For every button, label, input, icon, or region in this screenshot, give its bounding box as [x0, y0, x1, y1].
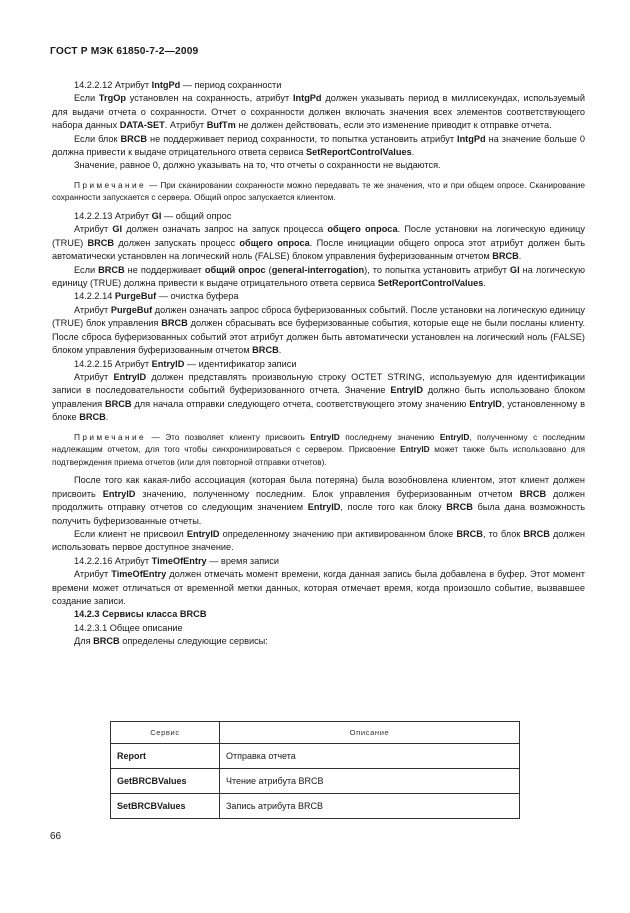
paragraph: Если BRCB не поддерживает общий опрос (general-interrogation), то попытка установить атрибут GI на логическую единицу (TRUE) должна привести к выдаче отрицательного ответа сервиса SetReportControlValues.	[52, 264, 585, 289]
paragraph: Для BRCB определены следующие сервисы:	[74, 636, 268, 647]
section-heading-services: 14.2.3 Сервисы класса BRCB	[74, 609, 207, 620]
column-header-description: Описание	[220, 722, 520, 744]
paragraph: Если блок BRCB не поддерживает период сохранности, то попытка установить атрибут IntgPd на значение больше 0 должна привести к выдаче отрицательного ответа сервиса SetReportControlValues.	[52, 133, 585, 158]
service-name: SetBRCBValues	[111, 794, 220, 819]
paragraph: Атрибут EntryID должен представлять произвольную строку OCTET STRING, используемую для идентификации записи в последовательности событий буферизованного отчета. Значение EntryID должно быть использовано блоком управления BRCB для начала отправки следующего отчета, соответствующего этому значению EntryID, установленному в блоке BRCB.	[52, 371, 586, 423]
paragraph: Атрибут GI должен означать запрос на запуск процесса общего опроса. После установки на логическую единицу (TRUE) BRCB должен запускать процесс общего опроса. После инициации общего опроса этот атрибут должен быть автоматически установлен на логический ноль (FALSE) блоком управления буферизованным отчетом BRCB.	[52, 224, 585, 262]
table-row	[111, 769, 520, 794]
document-header: ГОСТ Р МЭК 61850-7-2—2009	[50, 46, 199, 57]
table-row	[111, 794, 520, 819]
paragraph: Атрибут TimeOfEntry должен отмечать момент времени, когда данная запись была добавлена в буфер. Этот момент времени может отличаться от временной метки данных, которая отмечает время, когда произошло событие, вызвавшее создание записи.	[52, 569, 585, 606]
paragraph: Если клиент не присвоил EntryID определенному значению при активированном блоке BRCB, то блок BRCB должен использовать первое доступное значение.	[52, 528, 585, 553]
table-row	[111, 744, 520, 769]
column-header-service: Сервис	[111, 722, 220, 744]
service-description: Чтение атрибута BRCB	[220, 769, 520, 794]
service-description: Отправка отчета	[220, 744, 520, 769]
section-heading-purgebuf: 14.2.2.14 PurgeBuf — очистка буфера	[74, 291, 239, 302]
paragraph: Если TrgOp установлен на сохранность, атрибут IntgPd должен указывать период в миллисекундах, используемый для выдачи отчета о сохранности. Отчет о сохранности должен включать значения всех элементов соответствующего набора данных DATA-SET. Атрибут BufTm не должен действовать, если это изменение приводит к отправке отчета.	[52, 93, 585, 131]
page-number: 66	[50, 831, 62, 842]
service-name: Report	[111, 744, 220, 769]
subsection-heading: 14.2.3.1 Общее описание	[74, 622, 183, 633]
paragraph: Значение, равное 0, должно указывать на то, что отчеты о сохранности не выдаются.	[74, 160, 441, 171]
section-heading-timeofentry: 14.2.2.16 Атрибут TimeOfEntry — время записи	[74, 555, 280, 566]
section-heading-entryid: 14.2.2.15 Атрибут EntryID — идентификатор записи	[74, 358, 297, 369]
paragraph: После того как какая-либо ассоциация (которая была потеряна) была возобновлена клиентом, этот клиент должен присвоить EntryID значению, полученному последним. Блок управления буферизованным отчетом BRCB должен продолжить отправку отчетов со следующим значением EntryID, после того как блоку BRCB была дана возможность получить буферизованные отчеты.	[52, 475, 586, 526]
services-table	[110, 721, 520, 819]
section-heading-intgpd: 14.2.2.12 Атрибут IntgPd — период сохранности	[74, 80, 282, 90]
service-name: GetBRCBValues	[111, 769, 220, 794]
note: Примечание — Это позволяет клиенту присвоить EntryID последнему значению EntryID, полученному с последним надлежащим отчетом, для того чтобы синхронизироваться с сервером. Присвоение EntryID может также быть использовано для подтверждения приема отчетов (или для повторной отправки отчетов).	[52, 431, 585, 467]
paragraph: Атрибут PurgeBuf должен означать запрос сброса буферизованных событий. После установки на логическую единицу (TRUE) блок управления BRCB должен сбрасывать все буферизованные события, которые еще не были посланы клиенту. После сброса буферизованных событий этот атрибут должен быть автоматически установлен на логический ноль (FALSE) блоком управления буферизованным отчетом BRCB.	[52, 304, 586, 356]
service-description: Запись атрибута BRCB	[220, 794, 520, 819]
document-body	[52, 79, 585, 649]
table-header-row	[111, 722, 520, 744]
section-heading-gi: 14.2.2.13 Атрибут GI — общий опрос	[74, 211, 232, 222]
note: Примечание — При сканировании сохранности можно передавать те же значения, что и при общем опросе. Сканирование сохранности запускается с сервера. Общий опрос запускается клиентом.	[52, 179, 585, 203]
